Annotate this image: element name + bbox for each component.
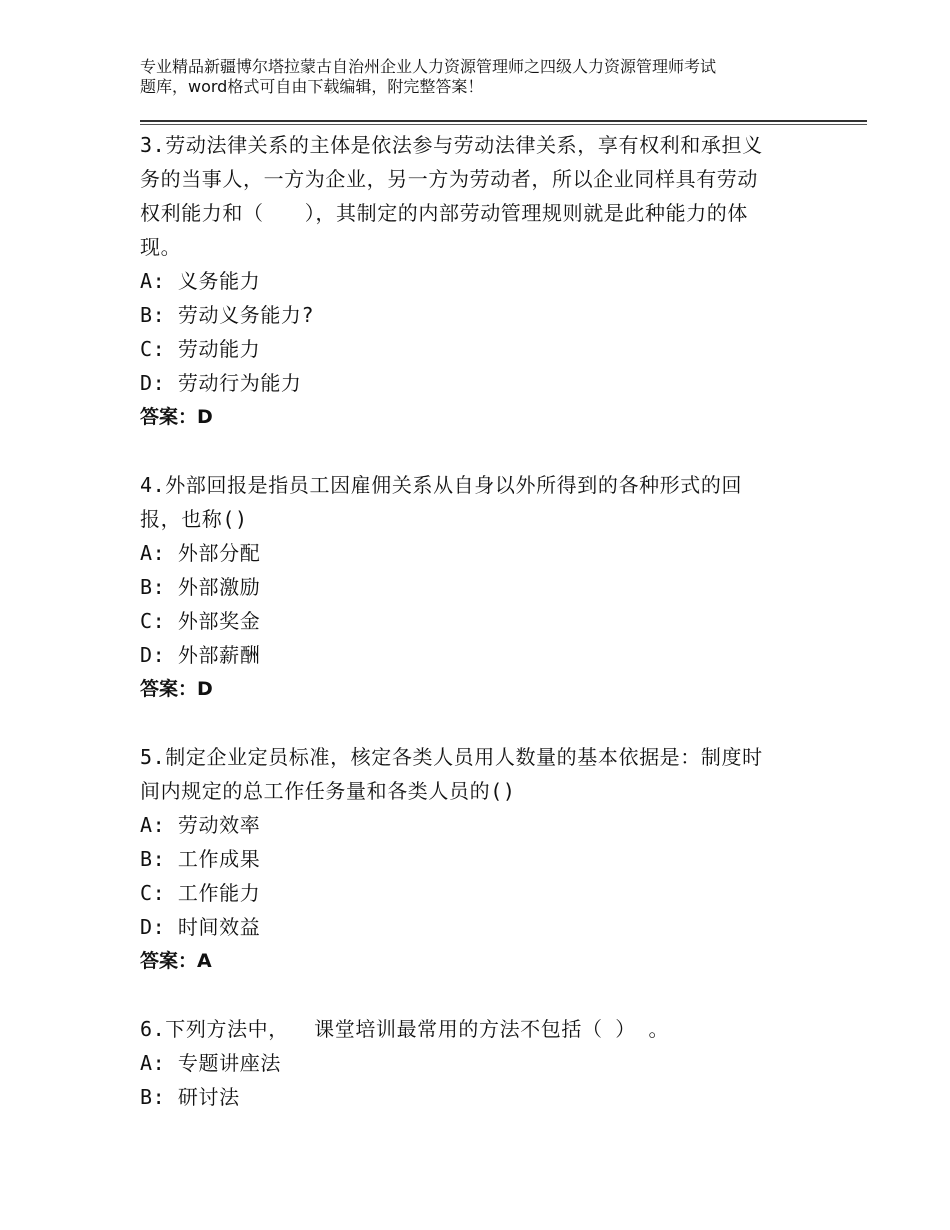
header-line-2: 题库，word格式可自由下载编辑，附完整答案！ <box>140 77 484 96</box>
option-c: C: 外部奖金 <box>140 609 261 633</box>
option-b: B: 研讨法 <box>140 1085 240 1109</box>
option-a: A: 专题讲座法 <box>140 1051 281 1075</box>
option-d: D: 时间效益 <box>140 915 261 939</box>
question-stem-line: 4.外部回报是指员工因雇佣关系从自身以外所得到的各种形式的回 <box>140 473 743 497</box>
question-stem-line: 权利能力和（ ），其制定的内部劳动管理规则就是此种能力的体 <box>140 201 748 225</box>
option-c: C: 工作能力 <box>140 881 261 905</box>
option-d: D: 劳动行为能力 <box>140 371 302 395</box>
option-a: A: 义务能力 <box>140 269 261 293</box>
answer-label: 答案：A <box>140 950 212 972</box>
question-stem-line: 务的当事人，一方为企业，另一方为劳动者，所以企业同样具有劳动 <box>140 167 758 191</box>
question-stem-line: 6.下列方法中， 课堂培训最常用的方法不包括（ ） 。 <box>140 1017 670 1041</box>
answer-label: 答案：D <box>140 678 213 700</box>
document-header <box>140 57 830 97</box>
question-stem-line: 间内规定的总工作任务量和各类人员的() <box>140 779 516 803</box>
option-d: D: 外部薪酬 <box>140 643 261 667</box>
option-b: B: 工作成果 <box>140 847 261 871</box>
question-3 <box>140 128 800 434</box>
header-line-1: 专业精品新疆博尔塔拉蒙古自治州企业人力资源管理师之四级人力资源管理师考试 <box>140 57 717 76</box>
question-stem-line: 3.劳动法律关系的主体是依法参与劳动法律关系，享有权利和承担义 <box>140 133 763 157</box>
option-a: A: 劳动效率 <box>140 813 261 837</box>
question-stem-line: 现。 <box>140 235 182 259</box>
answer-label: 答案：D <box>140 406 213 428</box>
question-stem-line: 报，也称() <box>140 507 248 531</box>
question-5 <box>140 740 800 978</box>
question-stem-line: 5.制定企业定员标准，核定各类人员用人数量的基本依据是：制度时 <box>140 745 763 769</box>
option-a: A: 外部分配 <box>140 541 261 565</box>
header-rule-thin <box>140 124 867 125</box>
option-b: B: 劳动义务能力? <box>140 303 315 327</box>
question-list <box>140 128 800 1148</box>
question-6 <box>140 1012 800 1114</box>
header-rule-thick <box>140 120 867 122</box>
question-4 <box>140 468 800 706</box>
option-c: C: 劳动能力 <box>140 337 261 361</box>
option-b: B: 外部激励 <box>140 575 261 599</box>
